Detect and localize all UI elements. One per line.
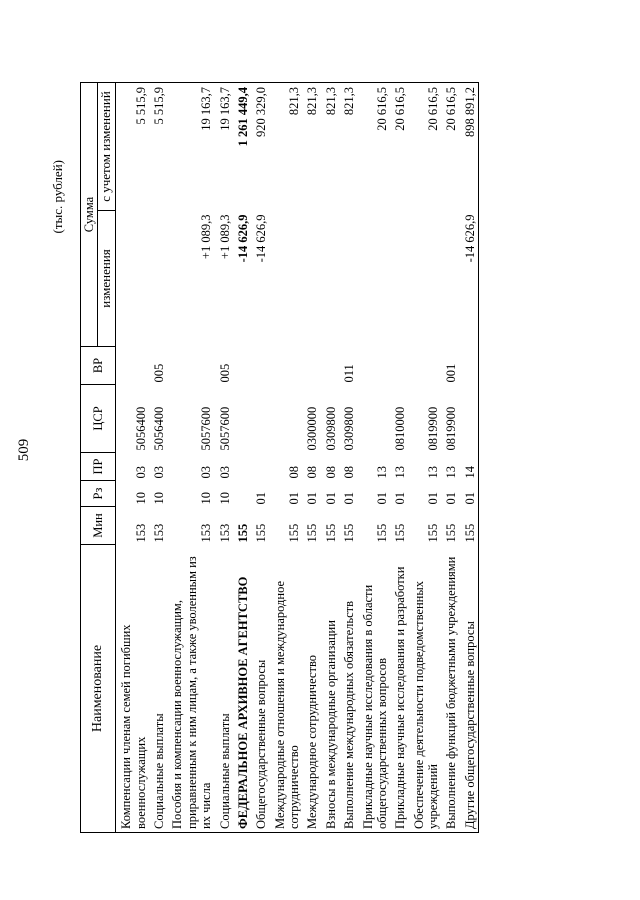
name-cell: Прикладные научные исследования и разработки	[390, 545, 408, 833]
units-caption: (тыс. рублей)	[50, 160, 65, 234]
vr-cell	[321, 347, 339, 385]
rz-cell: 01	[444, 492, 459, 505]
pr-cell	[233, 453, 251, 481]
min-cell: 155	[444, 523, 459, 543]
change-cell: +1 089,3	[217, 214, 232, 260]
change-cell	[270, 211, 303, 347]
header-csr: ЦСР	[81, 385, 116, 453]
table-row	[116, 83, 149, 833]
vr-cell	[358, 347, 391, 385]
pr-cell: 08	[305, 466, 320, 479]
pr-cell: 13	[444, 466, 459, 479]
pr-cell: 03	[152, 466, 167, 479]
change-cell: -14 626,9	[254, 214, 269, 263]
change-cell: -14 626,9	[235, 214, 250, 263]
pr-cell: 13	[426, 466, 441, 479]
pr-cell: 03	[133, 466, 148, 479]
csr-cell: 5057600	[199, 406, 214, 451]
name-cell: Пособия и компенсации военнослужащим, приравненным к ним лицам, а также уволенным из их числа	[167, 545, 214, 833]
name-cell: Взносы в международные организации	[321, 545, 339, 833]
total-cell: 19 163,7	[215, 83, 233, 211]
rz-cell: 01	[426, 492, 441, 505]
vr-cell	[233, 347, 251, 385]
rz-cell: 01	[287, 492, 302, 505]
csr-cell: 0300000	[305, 406, 320, 451]
total-cell: 19 163,7	[167, 83, 214, 211]
header-rz: Рз	[81, 481, 116, 507]
name-cell: Обеспечение деятельности подведомственных учреждений	[409, 545, 442, 833]
change-cell	[116, 211, 149, 347]
csr-cell: 0309800	[342, 406, 357, 451]
table-row	[441, 83, 459, 833]
table-row	[390, 83, 408, 833]
header-with-changes: с учетом изменений	[98, 83, 116, 211]
csr-cell	[251, 385, 269, 453]
total-cell: 1 261 449,4	[233, 83, 251, 211]
min-cell: 155	[426, 523, 441, 543]
vr-cell: 011	[342, 364, 357, 383]
csr-cell	[233, 385, 251, 453]
min-cell: 153	[133, 523, 148, 543]
min-cell: 153	[199, 523, 214, 543]
total-cell: 821,3	[339, 83, 357, 211]
table-row	[460, 83, 479, 833]
change-cell	[441, 211, 459, 347]
change-cell	[409, 211, 442, 347]
header-name: Наименование	[81, 545, 116, 833]
rz-cell: 01	[460, 481, 479, 507]
table-row	[215, 83, 233, 833]
pr-cell: 08	[342, 466, 357, 479]
header-min: Мин	[81, 507, 116, 545]
vr-cell	[390, 347, 408, 385]
header-pr: ПР	[81, 453, 116, 481]
change-cell	[358, 211, 391, 347]
pr-cell	[251, 453, 269, 481]
table-header	[81, 83, 116, 833]
pr-cell: 14	[460, 453, 479, 481]
vr-cell	[116, 347, 149, 385]
total-cell: 821,3	[302, 83, 320, 211]
min-cell: 155	[323, 523, 338, 543]
rz-cell: 10	[152, 492, 167, 505]
name-cell: Другие общегосударственные вопросы	[460, 545, 479, 833]
header-vr: ВР	[81, 347, 116, 385]
page-number: 509	[16, 438, 32, 462]
table-row	[251, 83, 269, 833]
pr-cell: 08	[287, 466, 302, 479]
min-cell: 153	[152, 523, 167, 543]
csr-cell	[460, 385, 479, 453]
table-row	[321, 83, 339, 833]
csr-cell: 0819900	[444, 406, 459, 451]
total-cell: 898 891,2	[460, 83, 479, 211]
rz-cell: 01	[374, 492, 389, 505]
table-row	[167, 83, 214, 833]
change-cell	[149, 211, 167, 347]
csr-cell: 0819900	[426, 406, 441, 451]
table-row	[233, 83, 251, 833]
csr-cell	[270, 385, 303, 453]
header-sum: Сумма	[81, 83, 98, 347]
rz-cell: 10	[133, 492, 148, 505]
csr-cell: 5056400	[152, 406, 167, 451]
total-cell: 821,3	[270, 83, 303, 211]
change-cell	[339, 211, 357, 347]
total-cell: 5 515,9	[149, 83, 167, 211]
vr-cell: 005	[152, 363, 167, 383]
csr-cell: 0810000	[393, 406, 408, 451]
table-row	[302, 83, 320, 833]
pr-cell: 03	[217, 466, 232, 479]
name-cell: Компенсации членам семей погибших военнослужащих	[116, 545, 149, 833]
min-cell: 155	[254, 523, 269, 543]
vr-cell	[270, 347, 303, 385]
total-cell: 20 616,5	[441, 83, 459, 211]
change-cell: +1 089,3	[199, 214, 214, 260]
csr-cell	[358, 385, 391, 453]
csr-cell: 5056400	[133, 406, 148, 451]
min-cell: 155	[374, 523, 389, 543]
rz-cell: 01	[254, 492, 269, 505]
rz-cell: 01	[342, 492, 357, 505]
name-cell: Прикладные научные исследования в области общегосударственных вопросов	[358, 545, 391, 833]
min-cell: 153	[217, 523, 232, 543]
total-cell: 920 329,0	[251, 83, 269, 211]
total-cell: 821,3	[321, 83, 339, 211]
header-changes: изменения	[98, 211, 116, 347]
min-cell: 155	[342, 523, 357, 543]
csr-cell: 5057600	[217, 406, 232, 451]
change-cell: -14 626,9	[460, 211, 479, 347]
name-cell: Социальные выплаты	[149, 545, 167, 833]
total-cell: 20 616,5	[390, 83, 408, 211]
total-cell: 20 616,5	[358, 83, 391, 211]
change-cell	[302, 211, 320, 347]
vr-cell	[302, 347, 320, 385]
rz-cell: 10	[199, 492, 214, 505]
min-cell: 155	[460, 507, 479, 545]
vr-cell: 005	[217, 363, 232, 383]
rz-cell	[233, 481, 251, 507]
min-cell: 155	[235, 523, 250, 543]
budget-table	[80, 82, 479, 833]
rz-cell: 01	[323, 492, 338, 505]
table-row	[339, 83, 357, 833]
pr-cell: 13	[393, 466, 408, 479]
pr-cell: 03	[199, 466, 214, 479]
table-row	[409, 83, 442, 833]
rz-cell: 01	[393, 492, 408, 505]
pr-cell: 08	[323, 466, 338, 479]
table-body	[116, 83, 479, 833]
name-cell: ФЕДЕРАЛЬНОЕ АРХИВНОЕ АГЕНТСТВО	[233, 545, 251, 833]
name-cell: Международное сотрудничество	[302, 545, 320, 833]
vr-cell	[460, 347, 479, 385]
min-cell: 155	[393, 523, 408, 543]
rz-cell: 01	[305, 492, 320, 505]
rz-cell: 10	[217, 492, 232, 505]
vr-cell	[251, 347, 269, 385]
name-cell: Общегосударственные вопросы	[251, 545, 269, 833]
total-cell: 20 616,5	[409, 83, 442, 211]
table-row	[270, 83, 303, 833]
name-cell: Выполнение международных обязательств	[339, 545, 357, 833]
table-row	[358, 83, 391, 833]
name-cell: Социальные выплаты	[215, 545, 233, 833]
csr-cell: 0309800	[323, 406, 338, 451]
min-cell: 155	[287, 523, 302, 543]
name-cell: Выполнение функций бюджетными учреждениями	[441, 545, 459, 833]
vr-cell	[167, 347, 214, 385]
change-cell	[390, 211, 408, 347]
change-cell	[321, 211, 339, 347]
vr-cell: 001	[444, 363, 459, 383]
pr-cell: 13	[374, 466, 389, 479]
min-cell: 155	[305, 523, 320, 543]
name-cell: Международные отношения и международное сотрудничество	[270, 545, 303, 833]
vr-cell	[409, 347, 442, 385]
table-row	[149, 83, 167, 833]
total-cell: 5 515,9	[116, 83, 149, 211]
